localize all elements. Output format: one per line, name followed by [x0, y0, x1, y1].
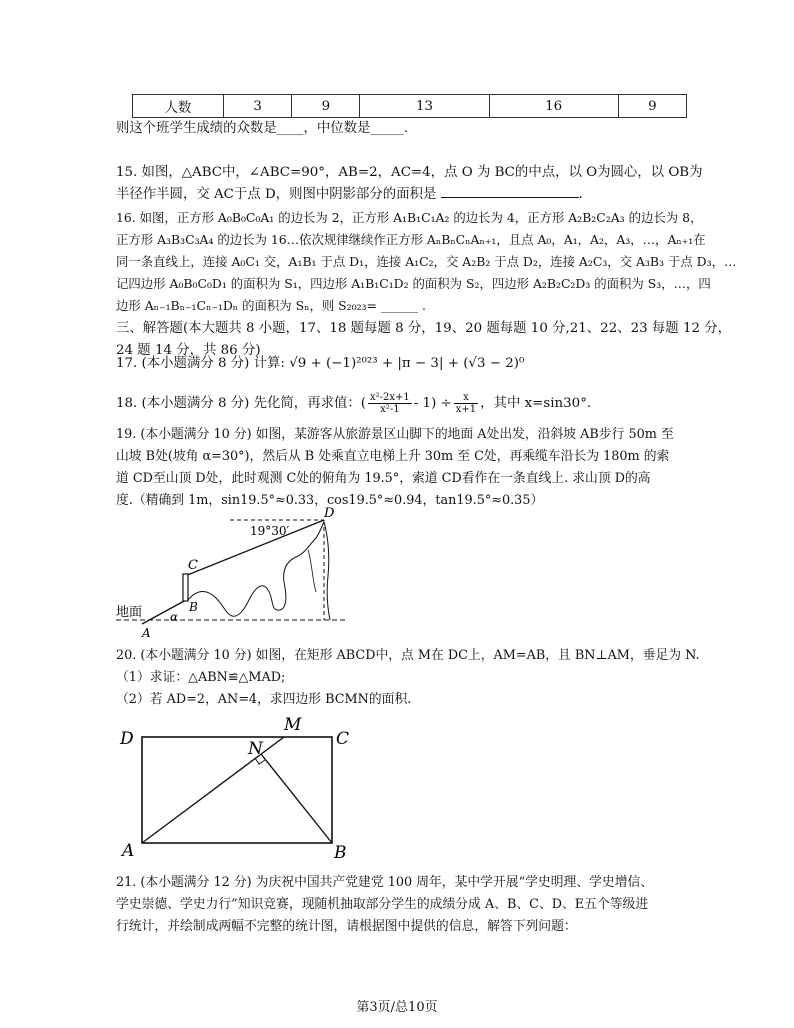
figure-19 [112, 506, 352, 640]
fraction: $\frac{x}{x+1}$ [455, 392, 477, 415]
question-21: 21. (本小题满分 12 分) 为庆祝中国共产党建党 100 周年，某中学开展“学史明理、学史增信、 学史崇德、学史力行”知识竞赛，现随机抽取部分学生的成绩分成 A、B、C、D、E五个等级进 行统计，并绘制成两幅不完整的统计图，请根据图中提供的信息，解答下列问题： [116, 875, 654, 934]
table-cell: 3 [224, 95, 292, 118]
table-cell: 13 [360, 95, 489, 118]
point-B: B [334, 843, 347, 863]
score-table [132, 94, 687, 118]
point-B: B [189, 600, 198, 614]
question-18: 18. (本小题满分 8 分) 先化简，再求值：( $\frac{\text{x²-2x+1}}{\text{x²-1}}$ - 1) ÷ $\frac{x}{x+1}$ ，其中 x=sin30°. [116, 392, 592, 415]
table-cell: 16 [489, 95, 618, 118]
elevator [183, 574, 188, 601]
page-footer: 第3页/总10页 [356, 1000, 438, 1015]
table-row [133, 95, 687, 118]
point-M: M [284, 716, 302, 735]
point-C: C [336, 729, 350, 749]
point-D: D [120, 729, 134, 749]
ground-label: 地面 [116, 605, 143, 620]
point-C: C [188, 558, 198, 573]
answer-blank[interactable] [441, 185, 579, 198]
table-cell: 9 [618, 95, 686, 118]
point-A: A [142, 626, 151, 640]
q17-expression: √9 + (−1)²⁰²³ + |π − 3| + (√3 − 2)⁰ [289, 356, 525, 371]
point-N: N [248, 739, 263, 759]
segment-BN [261, 754, 332, 843]
point-A: A [122, 841, 135, 861]
alpha-label: α [170, 610, 179, 624]
point-D: D [324, 506, 335, 521]
rectangle-ABCD [142, 737, 332, 843]
q14-tail: 则这个班学生成绩的众数是____，中位数是_____. [116, 121, 409, 136]
section-3-heading: 三、解答题(本大题共 8 小题，17、18 题每题 8 分，19、20 题每题 10 分,21、22、23 每题 12 分， 24 题 14 分，共 86 分) [116, 321, 732, 358]
question-16: 16. 如图，正方形 A₀B₀C₀A₁ 的边长为 2，正方形 A₁B₁C₁A₂ 的边长为 4，正方形 A₂B₂C₂A₃ 的边长为 8， 正方形 A₃B₃C₃A₄ 的边长为 16…依次规律继续作正方形 AₙBₙCₙAₙ₊₁，且点 A₀，A₁，A₂，A₃，…，Aₙ₊₁在 同一条直线上，连接 A₀C₁ 交，A₁B₁ 于点 D₁，连接 A₁C₂，交 A₂B₂ 于点 D₂，连接 A₂C₃，交 A₃B₃ 于点 D₃，… 记四边形 A₀B₀C₀D₁ 的面积为 S₁，四边形 A₁B₁C₁D₂ 的面积为 S₂，四边形 A₂B₂C₂D₃ 的面积为 S₃，…，四 边形 Aₙ₋₁Bₙ₋₁Cₙ₋₁Dₙ 的面积为 Sₙ，则 S₂₀₂₃= ______ . [116, 210, 737, 313]
figure-20 [114, 716, 360, 864]
table-cell: 9 [292, 95, 360, 118]
table-cell-label: 人数 [133, 95, 224, 118]
angle-label: 19°30′ [250, 524, 290, 538]
question-15: 15. 如图，△ABC中，∠ABC=90°，AB=2，AC=4，点 O 为 BC的中点，以 O为圆心，以 OB为 半径作半圆，交 AC于点 D，则图中阴影部分的面积是 . [116, 165, 703, 202]
question-17-line: 17. (本小题满分 8 分) 计算: √9 + (−1)²⁰²³ + |π − 3| + (√3 − 2)⁰ [116, 356, 525, 371]
question-20: 20. (本小题满分 10 分) 如图，在矩形 ABCD中，点 M在 DC上，AM=AB，且 BN⊥AM，垂足为 N. （1）求证：△ABN≌△MAD; （2）若 AD=2，AN=4，求四边形 BCMN的面积. [116, 648, 700, 707]
mountain-detail [308, 550, 316, 592]
fraction: $\frac{\text{x²-2x+1}}{\text{x²-1}}$ [369, 392, 410, 415]
question-19: 19. (本小题满分 10 分) 如图，某游客从旅游景区山脚下的地面 A处出发，沿斜坡 AB步行 50m 至 山坡 B处(坡角 α=30°)，然后从 B 处乘直立电梯上升 30m 至 C处，再乘缆车沿长为 180m 的索 道 CD至山顶 D处，此时观测 C处的俯角为 19.5°，索道 CD看作在一条直线上. 求山顶 D的高 度.（精确到 1m，sin19.5°≈0.33，cos19.5°≈0.94，tan19.5°≈0.35） [116, 427, 674, 508]
